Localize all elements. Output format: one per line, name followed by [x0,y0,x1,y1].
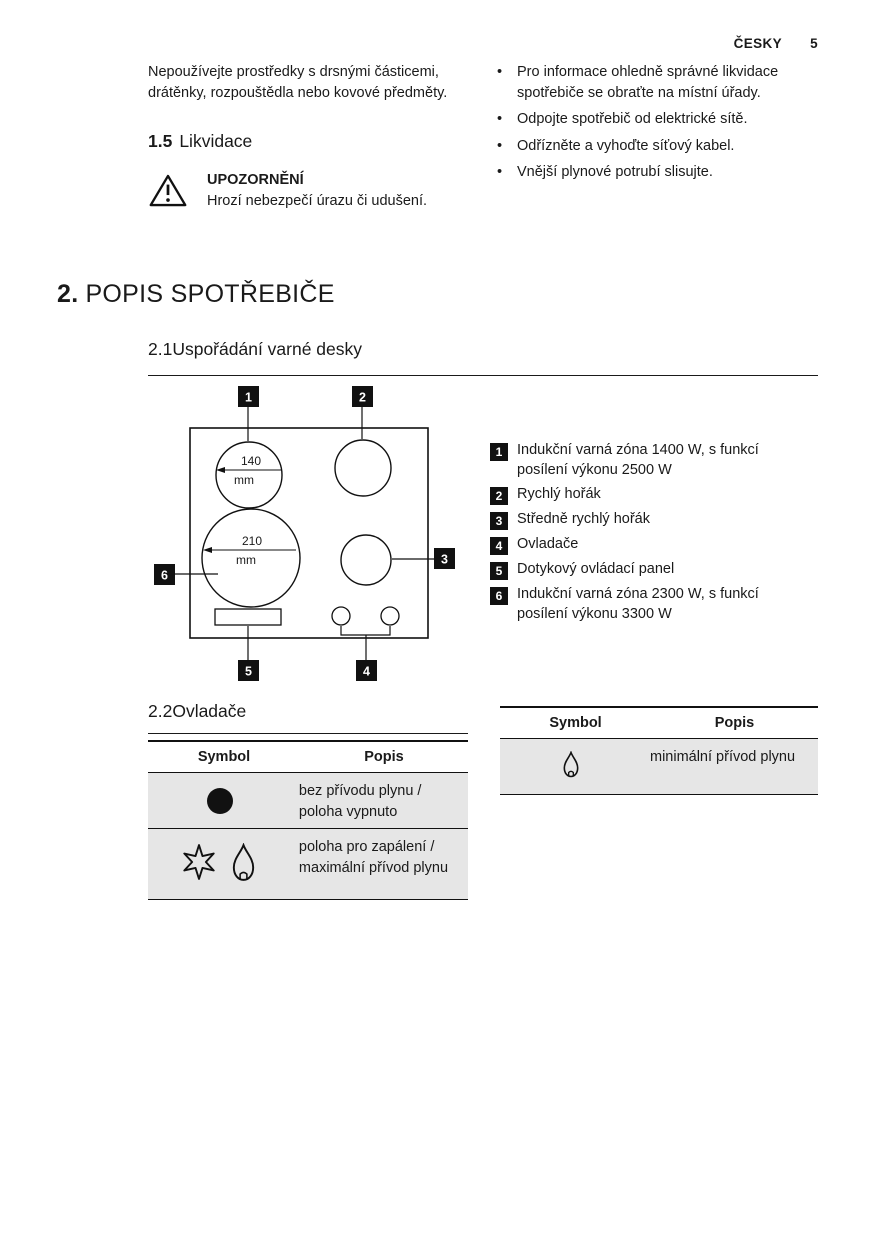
gas-off-circle-icon [207,788,233,814]
dim-210-value: 210 [241,534,263,548]
symbol-description: minimální přívod plynu [649,749,796,765]
table-row [148,829,468,900]
list-item [497,109,819,130]
touch-panel-rect [215,609,281,625]
right-column [497,62,819,189]
warning-block [148,170,466,216]
hob-layout-figure [148,383,818,688]
callout-1: 1 [245,390,252,405]
section-2-2-title: Ovladače [172,701,247,721]
legend-number: 6 [490,587,508,605]
section-1-5-number: 1.5 [148,131,173,152]
ignition-spark-icon [181,844,217,884]
hob-legend [490,441,812,630]
callout-4: 4 [363,664,370,679]
list-item-text: Odpojte spotřebič od elektrické sítě. [517,111,748,128]
control-knob-circle [381,607,399,625]
list-item [497,62,819,103]
chapter-2-number: 2. [57,280,79,308]
left-column [148,62,466,216]
page-header [734,36,818,51]
legend-item [490,535,812,555]
symbol-description: poloha pro zapálení / maximální přívod plynu [298,839,449,876]
list-item [497,162,819,183]
list-item-text: Pro informace ohledně správné likvidace spotřebiče se obraťte na místní úřady. [517,64,779,101]
warning-text: Hrozí nebezpečí úrazu či udušení. [207,192,428,209]
hob-outline [190,428,428,638]
safety-paragraph: Nepoužívejte prostředky s drsnými částicemi, drátěnky, rozpouštědla nebo kovové předměty. [148,64,448,101]
page-number: 5 [810,36,818,51]
section-1-5-title: Likvidace [179,131,253,152]
dim-140-unit: mm [234,473,254,487]
max-flame-icon [229,843,258,886]
column-header-popis: Popis [364,749,404,765]
legend-text: Středně rychlý hořák [517,511,650,528]
section-2-1-number: 2.1 [148,339,173,359]
legend-item [490,485,812,505]
section-2-2-heading [148,701,468,734]
legend-item [490,510,812,530]
callout-6: 6 [161,568,168,583]
legend-number: 2 [490,487,508,505]
column-header-popis: Popis [714,715,755,731]
legend-number: 4 [490,537,508,555]
legend-number: 1 [490,443,508,461]
column-header-symbol: Symbol [197,749,251,765]
control-knob-circle [332,607,350,625]
warning-text-block [207,170,427,211]
table-row [148,773,468,829]
table-header-row [148,742,468,773]
controls-symbol-table-left [148,740,468,900]
bullet-icon: • [497,164,503,181]
list-item-text: Odřízněte a vyhoďte síťový kabel. [517,137,735,154]
legend-text: Ovladače [517,536,579,553]
legend-text: Rychlý hořák [517,486,601,503]
bullet-icon: • [497,137,503,154]
legend-text: Indukční varná zóna 1400 W, s funkcí posílení výkonu 2500 W [517,442,759,478]
dim-arrow [203,547,212,553]
warning-title: UPOZORNĚNÍ [207,172,304,188]
dim-210-unit: mm [236,553,256,567]
dim-140-value: 140 [240,454,262,468]
min-flame-icon [561,751,581,782]
column-header-symbol: Symbol [549,715,602,731]
section-2-1-heading [148,339,818,376]
section-2-2-number: 2.2 [148,701,173,721]
table-header-row [500,708,818,739]
callout-3: 3 [441,552,448,567]
list-item-text: Vnější plynové potrubí slisujte. [517,164,713,181]
semi-rapid-burner-circle [341,535,391,585]
controls-symbol-table-right [500,706,818,795]
chapter-2-heading [57,280,335,309]
hob-diagram [148,383,478,688]
callout-5: 5 [245,664,252,679]
chapter-2-title: POPIS SPOTŘEBIČE [85,280,335,308]
section-2-1-title: Uspořádání varné desky [172,339,363,359]
warning-triangle-icon [148,172,188,216]
legend-item [490,441,812,480]
legend-item [490,585,812,624]
header-language: ČESKY [733,36,783,51]
callout-2: 2 [359,390,366,405]
bullet-icon: • [497,64,503,80]
table-row [500,739,818,795]
section-1-5-heading [148,129,466,154]
symbol-description: bez přívodu plynu / poloha vypnuto [298,783,422,820]
bullet-icon: • [497,111,503,128]
legend-text: Indukční varná zóna 2300 W, s funkcí posílení výkonu 3300 W [517,586,759,623]
legend-number: 5 [490,562,508,580]
legend-item [490,560,812,580]
list-item [497,136,819,157]
rapid-burner-circle [335,440,391,496]
legend-number: 3 [490,512,508,530]
legend-text: Dotykový ovládací panel [517,561,675,578]
